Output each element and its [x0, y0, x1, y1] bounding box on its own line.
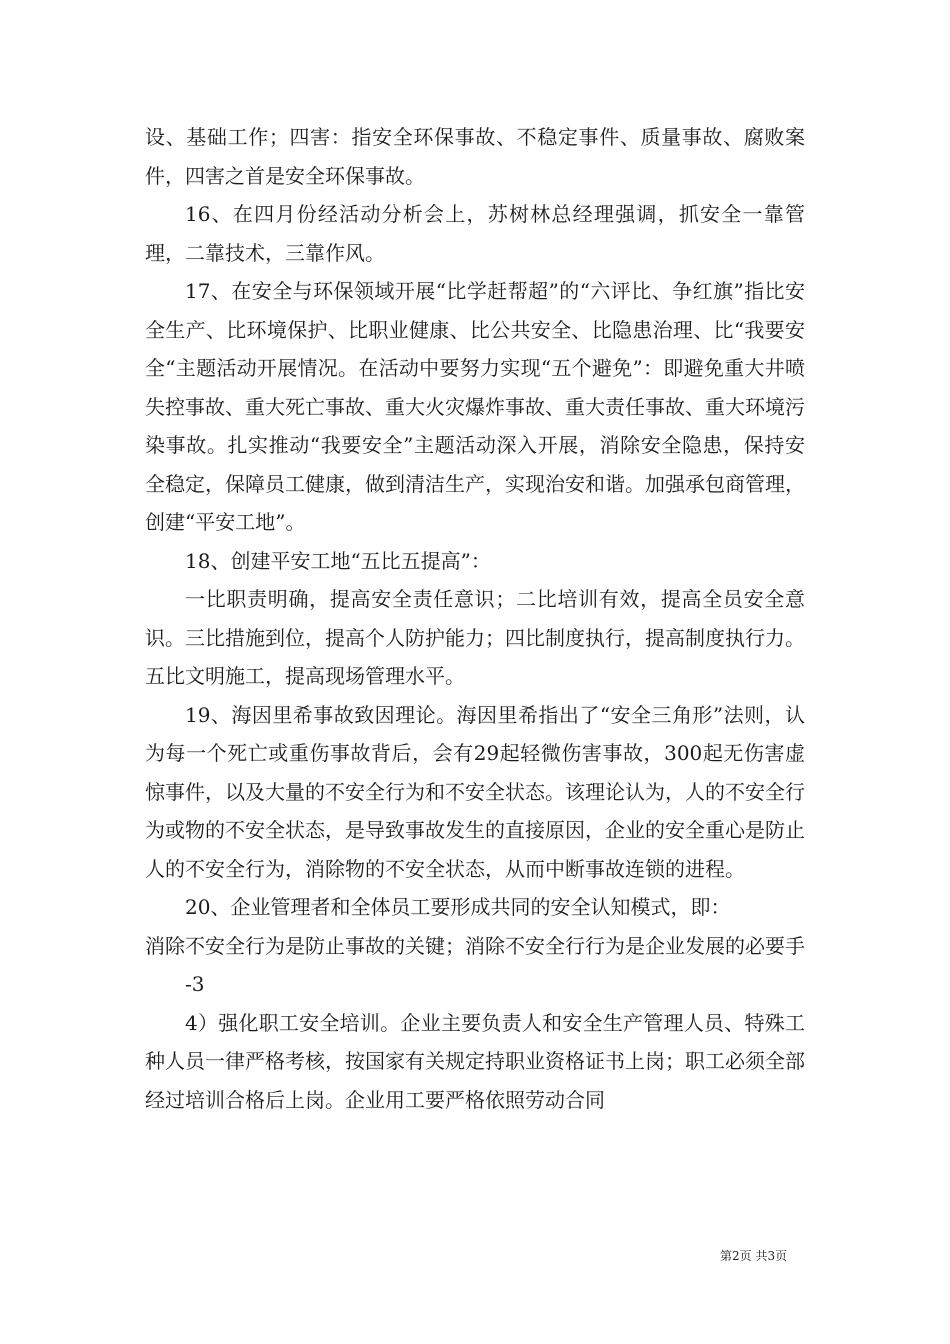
- page-number-footer: 第2页 共3页: [720, 1249, 788, 1263]
- paragraph-training: 4）强化职工安全培训。企业主要负责人和安全生产管理人员、特殊工种人员一律严格考核，按国家有关规定持职业资格证书上岗；职工必须全部经过培训合格后上岗。企业用工要严格依照劳动合同: [145, 1010, 805, 1112]
- paragraph-18-body: 一比职责明确，提高安全责任意识；二比培训有效，提高全员安全意识。三比措施到位，提高个人防护能力；四比制度执行，提高制度执行力。五比文明施工，提高现场管理水平。: [145, 587, 805, 688]
- paragraph-16: 16、在四月份经活动分析会上，苏树林总经理强调，抓安全一靠管理，二靠技术，三靠作风。: [145, 202, 805, 265]
- paragraph-20-continued: 消除不安全行为是防止事故的关键；消除不安全行行为是企业发展的必要手: [145, 933, 805, 958]
- paragraph-19: 19、海因里希事故致因理论。海因里希指出了“安全三角形”法则，认为每一个死亡或重伤事故背后，会有29起轻微伤害事故，300起无伤害虚惊事件，以及大量的不安全行为和不安全状态。该理论认为，人的不安全行为或物的不安全状态，是导致事故发生的直接原因，企业的安全重心是防止人的不安全行为，消除物的不安全状态，从而中断事故连锁的进程。: [145, 702, 805, 881]
- document-body: [145, 118, 805, 1119]
- paragraph-17: 17、在安全与环保领域开展“比学赶帮超”的“六评比、争红旗”指比安全生产、比环境保护、比职业健康、比公共安全、比隐患治理、比“我要安全“主题活动开展情况。在活动中要努力实现“五个避免”：即避免重大井喷失控事故、重大死亡事故、重大火灾爆炸事故、重大责任事故、重大环境污染事故。扎实推动“我要安全”主题活动深入开展，消除安全隐患，保持安全稳定，保障员工健康，做到清洁生产，实现治安和谐。加强承包商管理，创建“平安工地”。: [145, 279, 805, 534]
- paragraph-20: 20、企业管理者和全体员工要形成共同的安全认知模式，即：: [185, 895, 731, 919]
- paragraph-18-heading: 18、创建平安工地“五比五提高”：: [185, 548, 491, 573]
- section-marker: -3: [185, 972, 205, 996]
- paragraph-intro-continued: 设、基础工作；四害：指安全环保事故、不稳定事件、质量事故、腐败案件，四害之首是安全环保事故。: [145, 125, 805, 188]
